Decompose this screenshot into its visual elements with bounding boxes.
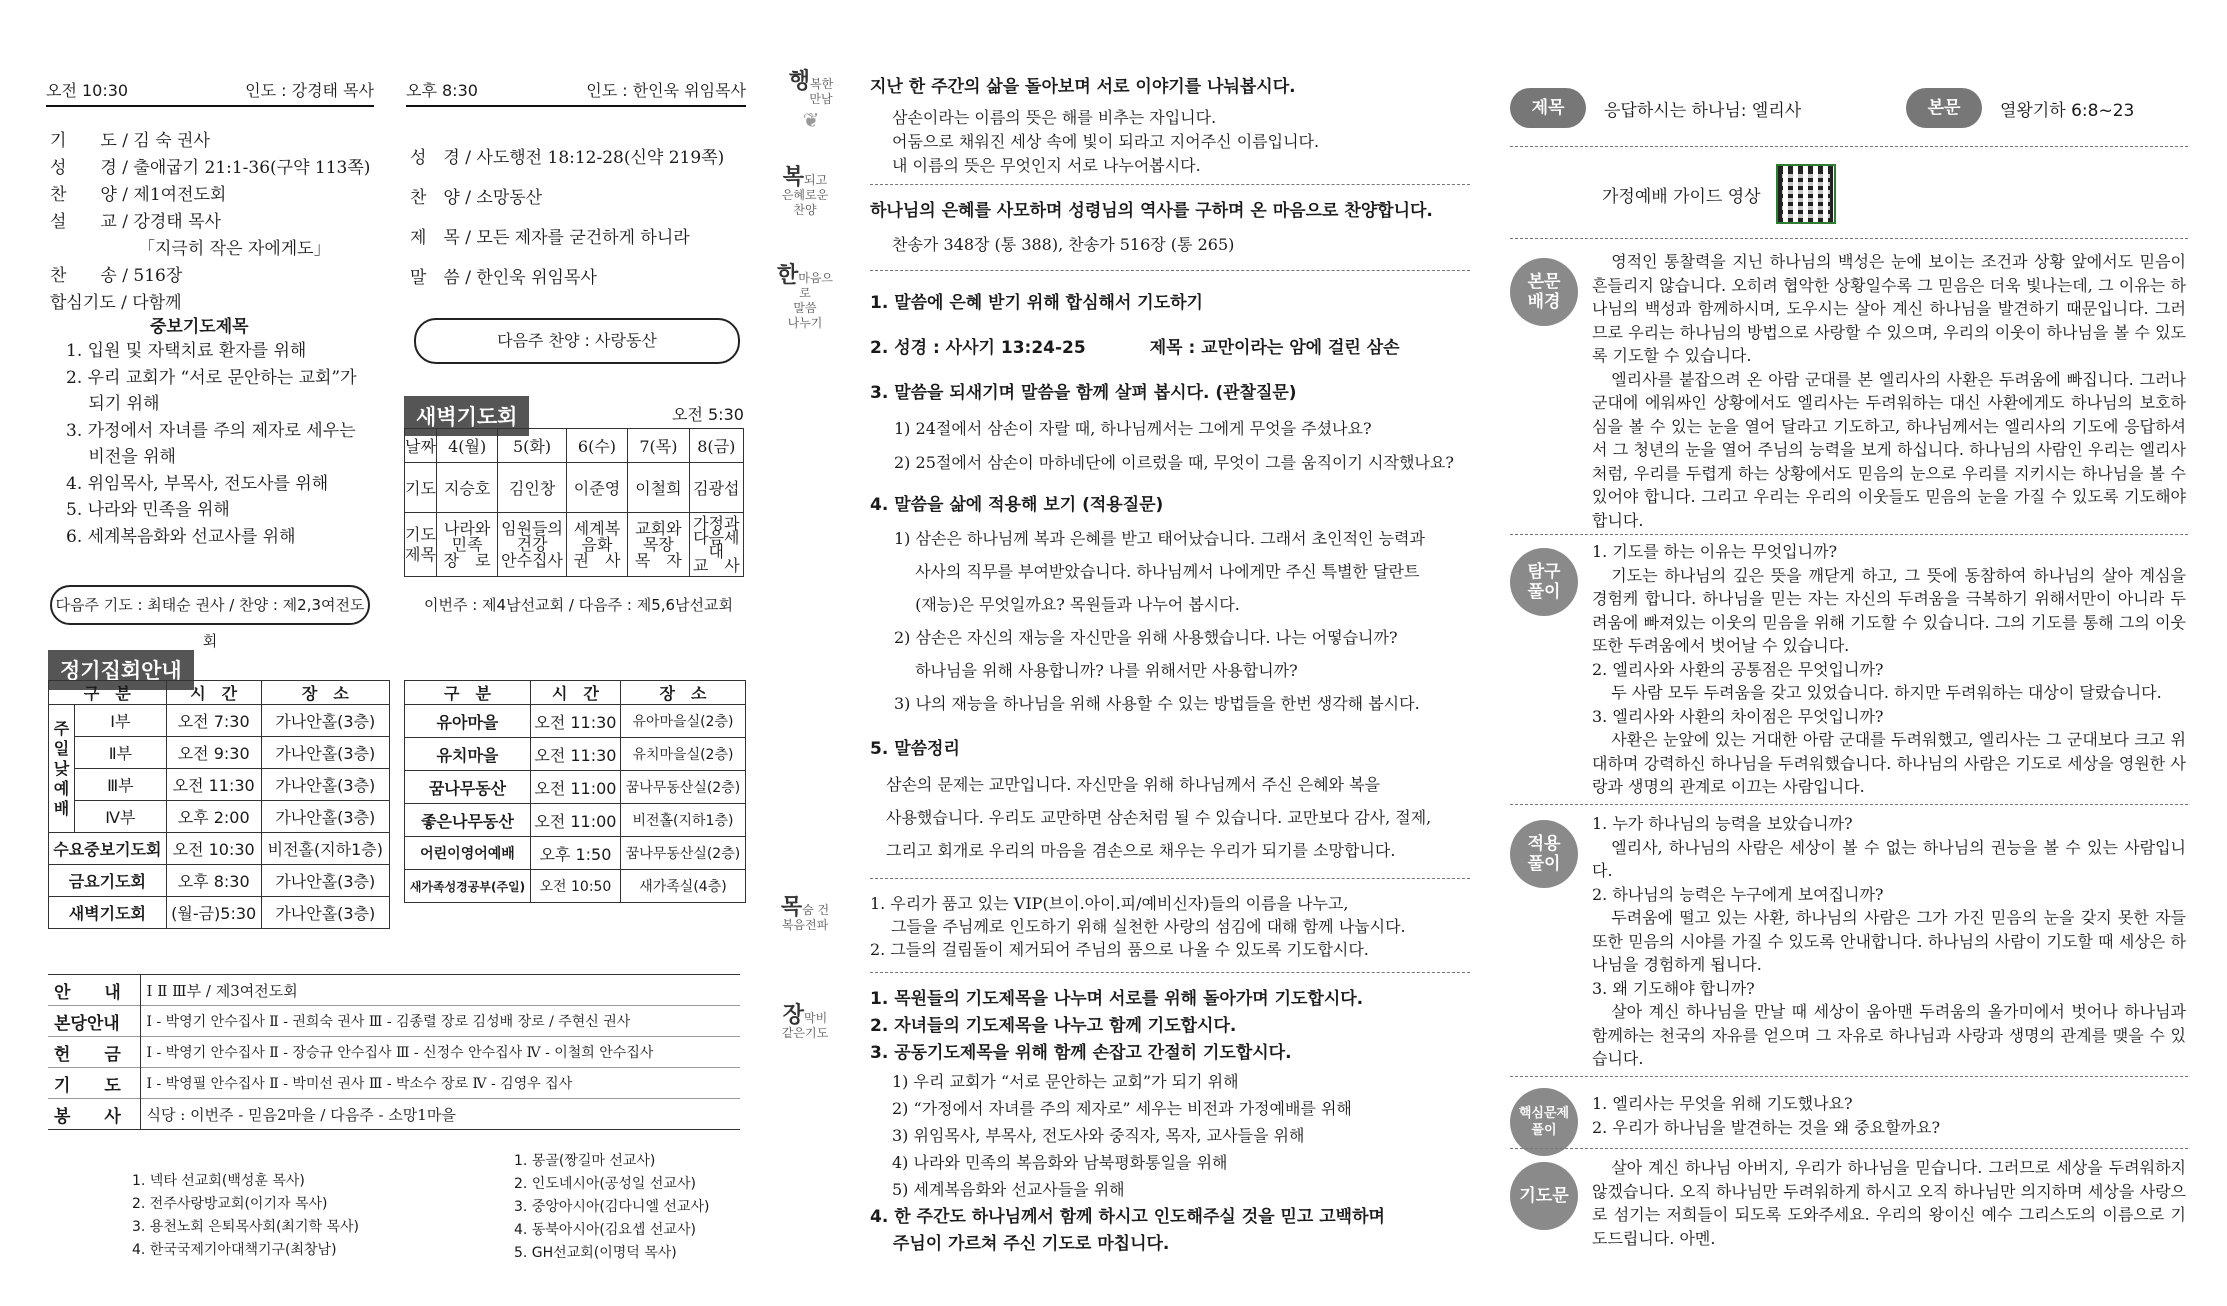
table-cell: 꿈나무동산실(2층) xyxy=(620,771,745,804)
table-cell: 오전 10:50 xyxy=(530,870,620,903)
table-cell: 유아마을실(2층) xyxy=(620,705,745,738)
table-cell: 임원들의건강 안수집사 xyxy=(498,513,566,577)
table-header: 5(화) xyxy=(498,429,566,463)
list-item: 5. 나라와 민족을 위해 xyxy=(66,500,230,520)
s3-summary: 삼손의 문제는 교만입니다. 자신만을 위해 하나님께서 주신 은혜와 복을 사용했습니다. 우리도 교만하면 삼손처럼 될 수 있습니다. 교만보다 감사, 절제, 그리고 회개로 우리의 마음을 겸손으로 채우는 우리가 되기를 소망합니다. xyxy=(886,775,1432,860)
text-tag: 본문 xyxy=(1906,88,1982,128)
table-cell: 오전 11:30 xyxy=(530,705,620,738)
table-cell: 새가족실(4층) xyxy=(620,870,745,903)
meetings-title: 정기집회안내 xyxy=(48,650,194,690)
meetings-table-left xyxy=(48,680,390,929)
divider xyxy=(1510,1076,2188,1077)
worship-line: 찬 양 / 제1여전도회 xyxy=(50,185,227,205)
table-cell: 좋은나무동산 xyxy=(405,804,531,837)
row-label: 기도 제목 xyxy=(405,513,437,577)
list-item: 5. GH선교회(이명덕 목사) xyxy=(514,1245,677,1261)
duty-label: 본당안내 xyxy=(48,1006,140,1037)
meetings-table-right xyxy=(404,680,746,903)
table-header: 구 분 xyxy=(49,681,167,705)
divider xyxy=(1510,534,2188,535)
table-cell: 오전 9:30 xyxy=(166,737,261,769)
next-week-prayer: 다음주 기도 : 최태순 권사 / 찬양 : 제2,3여전도회 xyxy=(50,585,370,625)
next-week-praise: 다음주 찬양 : 사랑동산 xyxy=(414,318,740,364)
divider xyxy=(1510,804,2188,805)
list-item: 2. 우리 교회가 “서로 문안하는 교회”가 xyxy=(66,367,357,388)
table-cell: 오전 11:30 xyxy=(530,738,620,771)
s3-step1: 1. 말씀에 은혜 받기 위해 합심해서 기도하기 xyxy=(870,293,1203,313)
table-cell: (월-금)5:30 xyxy=(166,897,261,929)
s3-step4: 4. 말씀을 삶에 적용해 보기 (적용질문) xyxy=(870,495,1164,515)
divider xyxy=(870,878,1470,879)
table-cell: 이준영 xyxy=(566,463,627,513)
leaf-icon: ❦ xyxy=(802,108,820,132)
table-cell: Ⅲ부 xyxy=(75,769,167,801)
table-cell: 이철희 xyxy=(628,463,689,513)
divider xyxy=(1510,238,2188,239)
table-header: 4(월) xyxy=(436,429,497,463)
guide-video-label: 가정예배 가이드 영상 xyxy=(1602,187,1761,207)
table-cell: 금요기도회 xyxy=(49,865,167,897)
table-header: 8(금) xyxy=(689,429,743,463)
worship-line: 설 교 / 강경태 목사 xyxy=(50,212,221,232)
s5-steps: 1. 목원들의 기도제목을 나누며 서로를 위해 돌아가며 기도합시다. 2. 자녀들의 기도제목을 나누고 함께 기도합시다. 3. 공동기도제목을 위해 함께 손잡고 간절히 기도합시다. xyxy=(870,989,1364,1063)
table-cell: 오전 7:30 xyxy=(166,705,261,737)
side-label-evangelism: 목숨 건 복음전파 xyxy=(780,895,830,932)
table-header: 시 간 xyxy=(166,681,261,705)
apply-text: 1. 누가 하나님의 능력을 보았습니까? 엘리사, 하나님의 사람은 세상이 볼 수 없는 하나님의 권능을 볼 수 있는 사람입니다. 2. 하나님의 능력은 누구에게 보여집니까? 두려움에 떨고 있는 사환, 하나님의 사람은 그가 가진 믿음의 눈을 갖지 못한 자들 또한 믿음의 시야를 가질 수 있도록 안내합니다. 하나님의 사람이 기도할 때 세상은 하나님을 경험하게 됩니다. 3. 왜 기도해야 합니까? 살아 계신 하나님을 만날 때 세상이 움아맨 두려움의 올가미에서 벗어나 하나님과 함께하는 천국의 자유를 얻으며 그 자유로 하나님과 사랑과 생명의 관계를 맺을 수 있습니다. xyxy=(1592,814,2186,1068)
table-cell: 오전 11:00 xyxy=(530,804,620,837)
list-item: 3. 가정에서 자녀를 주의 제자로 세우는 xyxy=(66,420,356,441)
list-item: 4. 한국국제기아대책기구(최창남) xyxy=(132,1242,337,1258)
s3-observe: 1) 24절에서 삼손이 자랄 때, 하나님께서는 그에게 무엇을 주셨나요? 2) 25절에서 삼손이 마하네단에 이르렀을 때, 무엇이 그를 움직이기 시작했나요? xyxy=(894,419,1454,472)
table-cell: 지승호 xyxy=(436,463,497,513)
list-item: 2. 전주사랑방교회(이기자 목사) xyxy=(132,1196,328,1212)
table-cell: Ⅰ부 xyxy=(75,705,167,737)
morning-worship-order xyxy=(50,128,380,317)
qr-code-icon[interactable] xyxy=(1776,164,1836,224)
list-item: 3. 용천노회 은퇴목사회(최기학 목사) xyxy=(132,1219,359,1235)
evening-worship-header xyxy=(406,78,746,107)
background-text: 영적인 통찰력을 지닌 하나님의 백성은 눈에 보이는 조건과 상황 앞에서도 믿음이 흔들리지 않습니다. 오히려 협악한 상황일수록 그 믿음은 더욱 빛나는데, 그 이유는 하나님의 백성과 함께하시며, 도우시는 살아 계신 하나님을 발견하기 때문입니다. 그러므로 우리는 하나님의 방법으로 사랑할 수 있으며, 우리의 이웃이 하나님을 볼 수 있도록 기도할 수 있습니다. 엘리사를 붙잡으려 온 아람 군대를 본 엘리사의 사환은 두려움에 빠집니다. 그러나 군대에 에워싸인 상황에서도 엘리사는 두려워하는 대신 사환에게도 하나님의 보호하심을 볼 수 있는 눈을 열어 달라고 기도하고, 하나님께서는 엘리사의 기도에 응답하셔서 그 청년의 눈을 열어 주님의 능력을 보게 하십니다. 하나님의 사람인 우리는 엘리사처럼, 우리를 두렵게 하는 상황에서도 믿음의 눈으로 우리를 지키시는 하나님을 볼 수 있어야 합니다. 그리고 우리는 우리의 이웃들도 믿음의 눈을 가질 수 있도록 기도해야 합니다. xyxy=(1592,252,2186,530)
table-cell: 세계복음화 권 사 xyxy=(566,513,627,577)
s3-step3: 3. 말씀을 되새기며 말씀을 함께 살펴 봅시다. (관찰질문) xyxy=(870,383,1297,403)
morning-worship-header xyxy=(46,78,374,107)
table-cell: 비전홀(지하1층) xyxy=(620,804,745,837)
duty-label: 헌 금 xyxy=(48,1037,140,1068)
evening-time: 오후 8:30 xyxy=(406,81,478,100)
table-cell: 오전 10:30 xyxy=(166,833,261,865)
duty-table xyxy=(48,974,740,1130)
missions-right xyxy=(514,1150,709,1265)
duty-label: 봉 사 xyxy=(48,1099,140,1130)
s1-title: 지난 한 주간의 삶을 돌아보며 서로 이야기를 나눠봅시다. xyxy=(870,77,1296,97)
table-cell: 가나안홀(3층) xyxy=(261,769,389,801)
table-header: 구 분 xyxy=(405,681,531,705)
duty-value: I - 박영기 안수집사 Ⅱ - 권희숙 권사 Ⅲ - 김종렬 장로 김성배 장로 / 주현신 권사 xyxy=(146,1014,631,1030)
divider xyxy=(1510,1148,2188,1149)
divider xyxy=(870,270,1470,271)
row-label: 기도 xyxy=(405,463,437,513)
s5-common-prayers: 1) 우리 교회가 “서로 문안하는 교회”가 되기 위해 2) “가정에서 자녀를 주의 제자로” 세우는 비전과 가정예배를 위해 3) 위임목사, 부목사, 전도사와 중직자, 목자, 교사들을 위해 4) 나라와 민족의 복음화와 남북평화통일을 위해 5) 세계복음화와 선교사들을 위해 xyxy=(892,1072,1352,1199)
prayer-list xyxy=(66,338,357,550)
table-cell: Ⅳ부 xyxy=(75,801,167,833)
s3-step5: 5. 말씀정리 xyxy=(870,739,960,759)
table-cell: 오후 8:30 xyxy=(166,865,261,897)
table-cell: 비전홀(지하1층) xyxy=(261,833,389,865)
side-label-prayer: 장막비 같은기도 xyxy=(781,1003,829,1040)
s3-apply: 1) 삼손은 하나님께 복과 은혜를 받고 태어났습니다. 그래서 초인적인 능력과 사사의 직무를 부여받았습니다. 하나님께서 나에게만 주신 특별한 달란트 (재능)은 무엇일까요? 목원들과 나누어 봅시다. 2) 삼손은 자신의 재능을 자신만을 위해 사용했습니다. 나는 어떻습니까? 하나님을 위해 사용합니까? 나를 위해서만 사용합니까? 3) 나의 재능을 하나님을 위해 사용할 수 있는 방법들을 한번 생각해 봅시다. xyxy=(894,529,1425,713)
duty-label: 안 내 xyxy=(48,975,140,1006)
s5-closing: 4. 한 주간도 하나님께서 함께 하시고 인도해주실 것을 믿고 고백하며 주님이 가르쳐 주신 기도로 마칩니다. xyxy=(870,1207,1385,1254)
table-cell: Ⅱ부 xyxy=(75,737,167,769)
prayer-title: 중보기도제목 xyxy=(150,317,249,337)
list-item: 3. 중앙아시아(김다니엘 선교사) xyxy=(514,1199,710,1215)
table-cell: 오전 11:30 xyxy=(166,769,261,801)
morning-time: 오전 10:30 xyxy=(46,81,129,100)
explore-text: 1. 기도를 하는 이유는 무엇입니까? 기도는 하나님의 깊은 뜻을 깨닫게 하고, 그 뜻에 동참하여 하나님의 살아 계심을 경험케 합니다. 하나님을 믿는 자는 자신의 두려움을 극복하기 위해서만이 아니라 두려움에 빠져있는 이웃의 믿음을 위해 기도할 수 있습니다. 그의 기도를 통해 그의 이웃 또한 두려움에서 벗어날 수 있습니다. 2. 엘리사와 사환의 공통점은 무엇입니까? 두 사람 모두 두려움을 갖고 있었습니다. 하지만 두려워하는 대상이 달랐습니다. 3. 엘리사와 사환의 차이점은 무엇입니까? 사환은 눈앞에 있는 거대한 아람 군대를 두려워했고, 엘리사는 그 군대보다 크고 위대하며 강력하신 하나님을 두려워했습니다. 하나님의 사람은 기도로 세상을 영원한 사랑과 생명의 관계로 이끄는 사람입니다. xyxy=(1592,542,2186,796)
table-cell: 나라와민족 장 로 xyxy=(436,513,497,577)
list-item: 2. 인도네시아(공성일 선교사) xyxy=(514,1176,696,1192)
s3-step2: 2. 성경 : 사사기 13:24-25 제목 : 교만이라는 암에 걸린 삼손 xyxy=(870,338,1400,358)
divider xyxy=(870,972,1470,973)
table-cell: 가정과 다음세대 교 사 xyxy=(689,513,743,577)
table-cell: 김인창 xyxy=(498,463,566,513)
duty-value: I - 박영필 안수집사 Ⅱ - 박미선 권사 Ⅲ - 박소수 장로 Ⅳ - 김영우 집사 xyxy=(146,1076,573,1092)
list-item: 4. 위임목사, 부목사, 전도사를 위해 xyxy=(66,473,329,494)
dawn-table xyxy=(404,428,744,577)
table-header: 시 간 xyxy=(530,681,620,705)
list-item: 4. 동북아시아(김요셉 선교사) xyxy=(514,1222,696,1238)
table-header: 6(수) xyxy=(566,429,627,463)
table-cell: 가나안홀(3층) xyxy=(261,801,389,833)
list-item: 6. 세계복음화와 선교사를 위해 xyxy=(66,526,296,547)
table-cell: 수요중보기도회 xyxy=(49,833,167,865)
table-header: 장 소 xyxy=(261,681,389,705)
closing-prayer: 살아 계신 하나님 아버지, 우리가 하나님을 믿습니다. 그러므로 세상을 두려워하지 않겠습니다. 오직 하나님만 두려워하게 하시고 오직 하나님만 의지하며 세상을 사랑으로 섬기는 저희들이 되도록 도와주세요. 우리의 왕이신 예수 그리스도의 이름으로 기도드립니다. 아멘. xyxy=(1592,1158,2186,1248)
table-cell: 유치마을실(2층) xyxy=(620,738,745,771)
missions-left xyxy=(132,1170,359,1262)
explore-tag: 탐구 풀이 xyxy=(1510,548,1578,616)
worship-line: 제 목 / 모든 제자를 굳건하게 하니라 xyxy=(410,228,690,248)
table-cell: 꿈나무동산실(2층) xyxy=(620,837,745,870)
table-header: 장 소 xyxy=(620,681,745,705)
table-header: 7(목) xyxy=(628,429,689,463)
table-cell: 오후 2:00 xyxy=(166,801,261,833)
background-tag: 본문 배경 xyxy=(1510,258,1578,326)
list-item: 1. 몽골(짱길마 선교사) xyxy=(514,1153,656,1169)
list-item: 1. 입원 및 자택치료 환자를 위해 xyxy=(66,341,307,361)
evening-leader: 인도 : 한인욱 위임목사 xyxy=(586,81,746,100)
worship-line: 성 경 / 사도행전 18:12-28(신약 219쪽) xyxy=(410,148,725,168)
table-cell: 유치마을 xyxy=(405,738,531,771)
duty-value: 식당 : 이번주 - 믿음2마을 / 다음주 - 소망1마을 xyxy=(146,1105,456,1124)
table-cell: 교회와목장 목 자 xyxy=(628,513,689,577)
table-cell: 가나안홀(3층) xyxy=(261,865,389,897)
table-cell: 어린이영어예배 xyxy=(405,837,531,870)
side-label-fellowship: 행복한 만남 ❦ xyxy=(780,74,842,128)
duty-value: I - 박영기 안수집사 Ⅱ - 장승규 안수집사 Ⅲ - 신정수 안수집사 Ⅳ - 이철희 안수집사 xyxy=(146,1045,654,1061)
table-cell: 가나안홀(3층) xyxy=(261,897,389,929)
list-item: 1. 넥타 선교회(백성훈 목사) xyxy=(132,1173,305,1189)
apply-tag: 적용 풀이 xyxy=(1510,820,1578,888)
core-tag: 핵심문제 풀이 xyxy=(1510,1088,1578,1156)
side-label-praise: 복되고 은혜로운 찬양 xyxy=(781,165,829,217)
s2-title: 하나님의 은혜를 사모하며 성령님의 역사를 구하며 온 마음으로 찬양합니다. xyxy=(870,201,1433,221)
prayer-tag: 기도문 xyxy=(1510,1162,1578,1230)
worship-line: 기 도 / 김 숙 권사 xyxy=(50,131,210,151)
worship-line: 합심기도 / 다함께 xyxy=(50,293,182,313)
table-cell: 새벽기도회 xyxy=(49,897,167,929)
worship-line: 말 씀 / 한인욱 위임목사 xyxy=(410,268,597,288)
list-item: 되기 위해 xyxy=(66,394,160,414)
table-header: 날짜 xyxy=(405,429,437,463)
table-cell: 김광섭 xyxy=(689,463,743,513)
s4-body: 1. 우리가 품고 있는 VIP(브이.아이.피/예비신자)들의 이름을 나누고, 그들을 주님께로 인도하기 위해 실천한 사랑의 섬김에 대해 함께 나눕시다. 2. 그들의 걸림돌이 제거되어 주님의 품으로 나올 수 있도록 기도합시다. xyxy=(870,894,1406,959)
table-cell: 오전 11:00 xyxy=(530,771,620,804)
table-cell: 오후 1:50 xyxy=(530,837,620,870)
table-cell: 가나안홀(3층) xyxy=(261,705,389,737)
evening-worship-order xyxy=(410,138,740,298)
worship-line: 찬 양 / 소망동산 xyxy=(410,188,543,208)
sermon-title: 「지극히 작은 자에게도」 xyxy=(138,239,331,259)
sermon-text: 열왕기하 6:8~23 xyxy=(2000,101,2135,121)
dawn-title: 새벽기도회 xyxy=(404,396,529,436)
divider xyxy=(1510,146,2188,147)
divider xyxy=(870,184,1470,185)
duty-label: 기 도 xyxy=(48,1068,140,1099)
s2-hymns: 찬송가 348장 (통 388), 찬송가 516장 (통 265) xyxy=(892,235,1235,254)
table-cell: 꿈나무동산 xyxy=(405,771,531,804)
worship-line: 찬 송 / 516장 xyxy=(50,266,183,286)
worship-line: 성 경 / 출애굽기 21:1-36(구약 113쪽) xyxy=(50,158,371,178)
title-tag: 제목 xyxy=(1510,88,1586,128)
sunday-label: 주 일 낮 예 배 xyxy=(49,705,75,833)
table-cell: 새가족성경공부(주일) xyxy=(405,870,531,903)
dawn-next: 이번주 : 제4남선교회 / 다음주 : 제5,6남선교회 xyxy=(424,596,734,614)
table-cell: 가나안홀(3층) xyxy=(261,737,389,769)
sermon-theme: 응답하시는 하나님: 엘리사 xyxy=(1604,101,1802,121)
core-questions: 1. 엘리사는 무엇을 위해 기도했나요? 2. 우리가 하나님을 발견하는 것을 왜 중요할까요? xyxy=(1592,1094,1941,1137)
side-label-word: 한마음으로 말씀 나누기 xyxy=(776,263,834,330)
dawn-time: 오전 5:30 xyxy=(672,405,744,424)
s1-body: 삼손이라는 이름의 뜻은 해를 비추는 자입니다. 어둠으로 채워진 세상 속에 빛이 되라고 지어주신 이름입니다. 내 이름의 뜻은 무엇인지 서로 나누어봅시다. xyxy=(892,108,1320,175)
list-item: 비전을 위해 xyxy=(66,447,176,467)
duty-value: I Ⅱ Ⅲ부 / 제3여전도회 xyxy=(146,981,298,1000)
morning-leader: 인도 : 강경태 목사 xyxy=(245,81,374,100)
table-cell: 유아마을 xyxy=(405,705,531,738)
